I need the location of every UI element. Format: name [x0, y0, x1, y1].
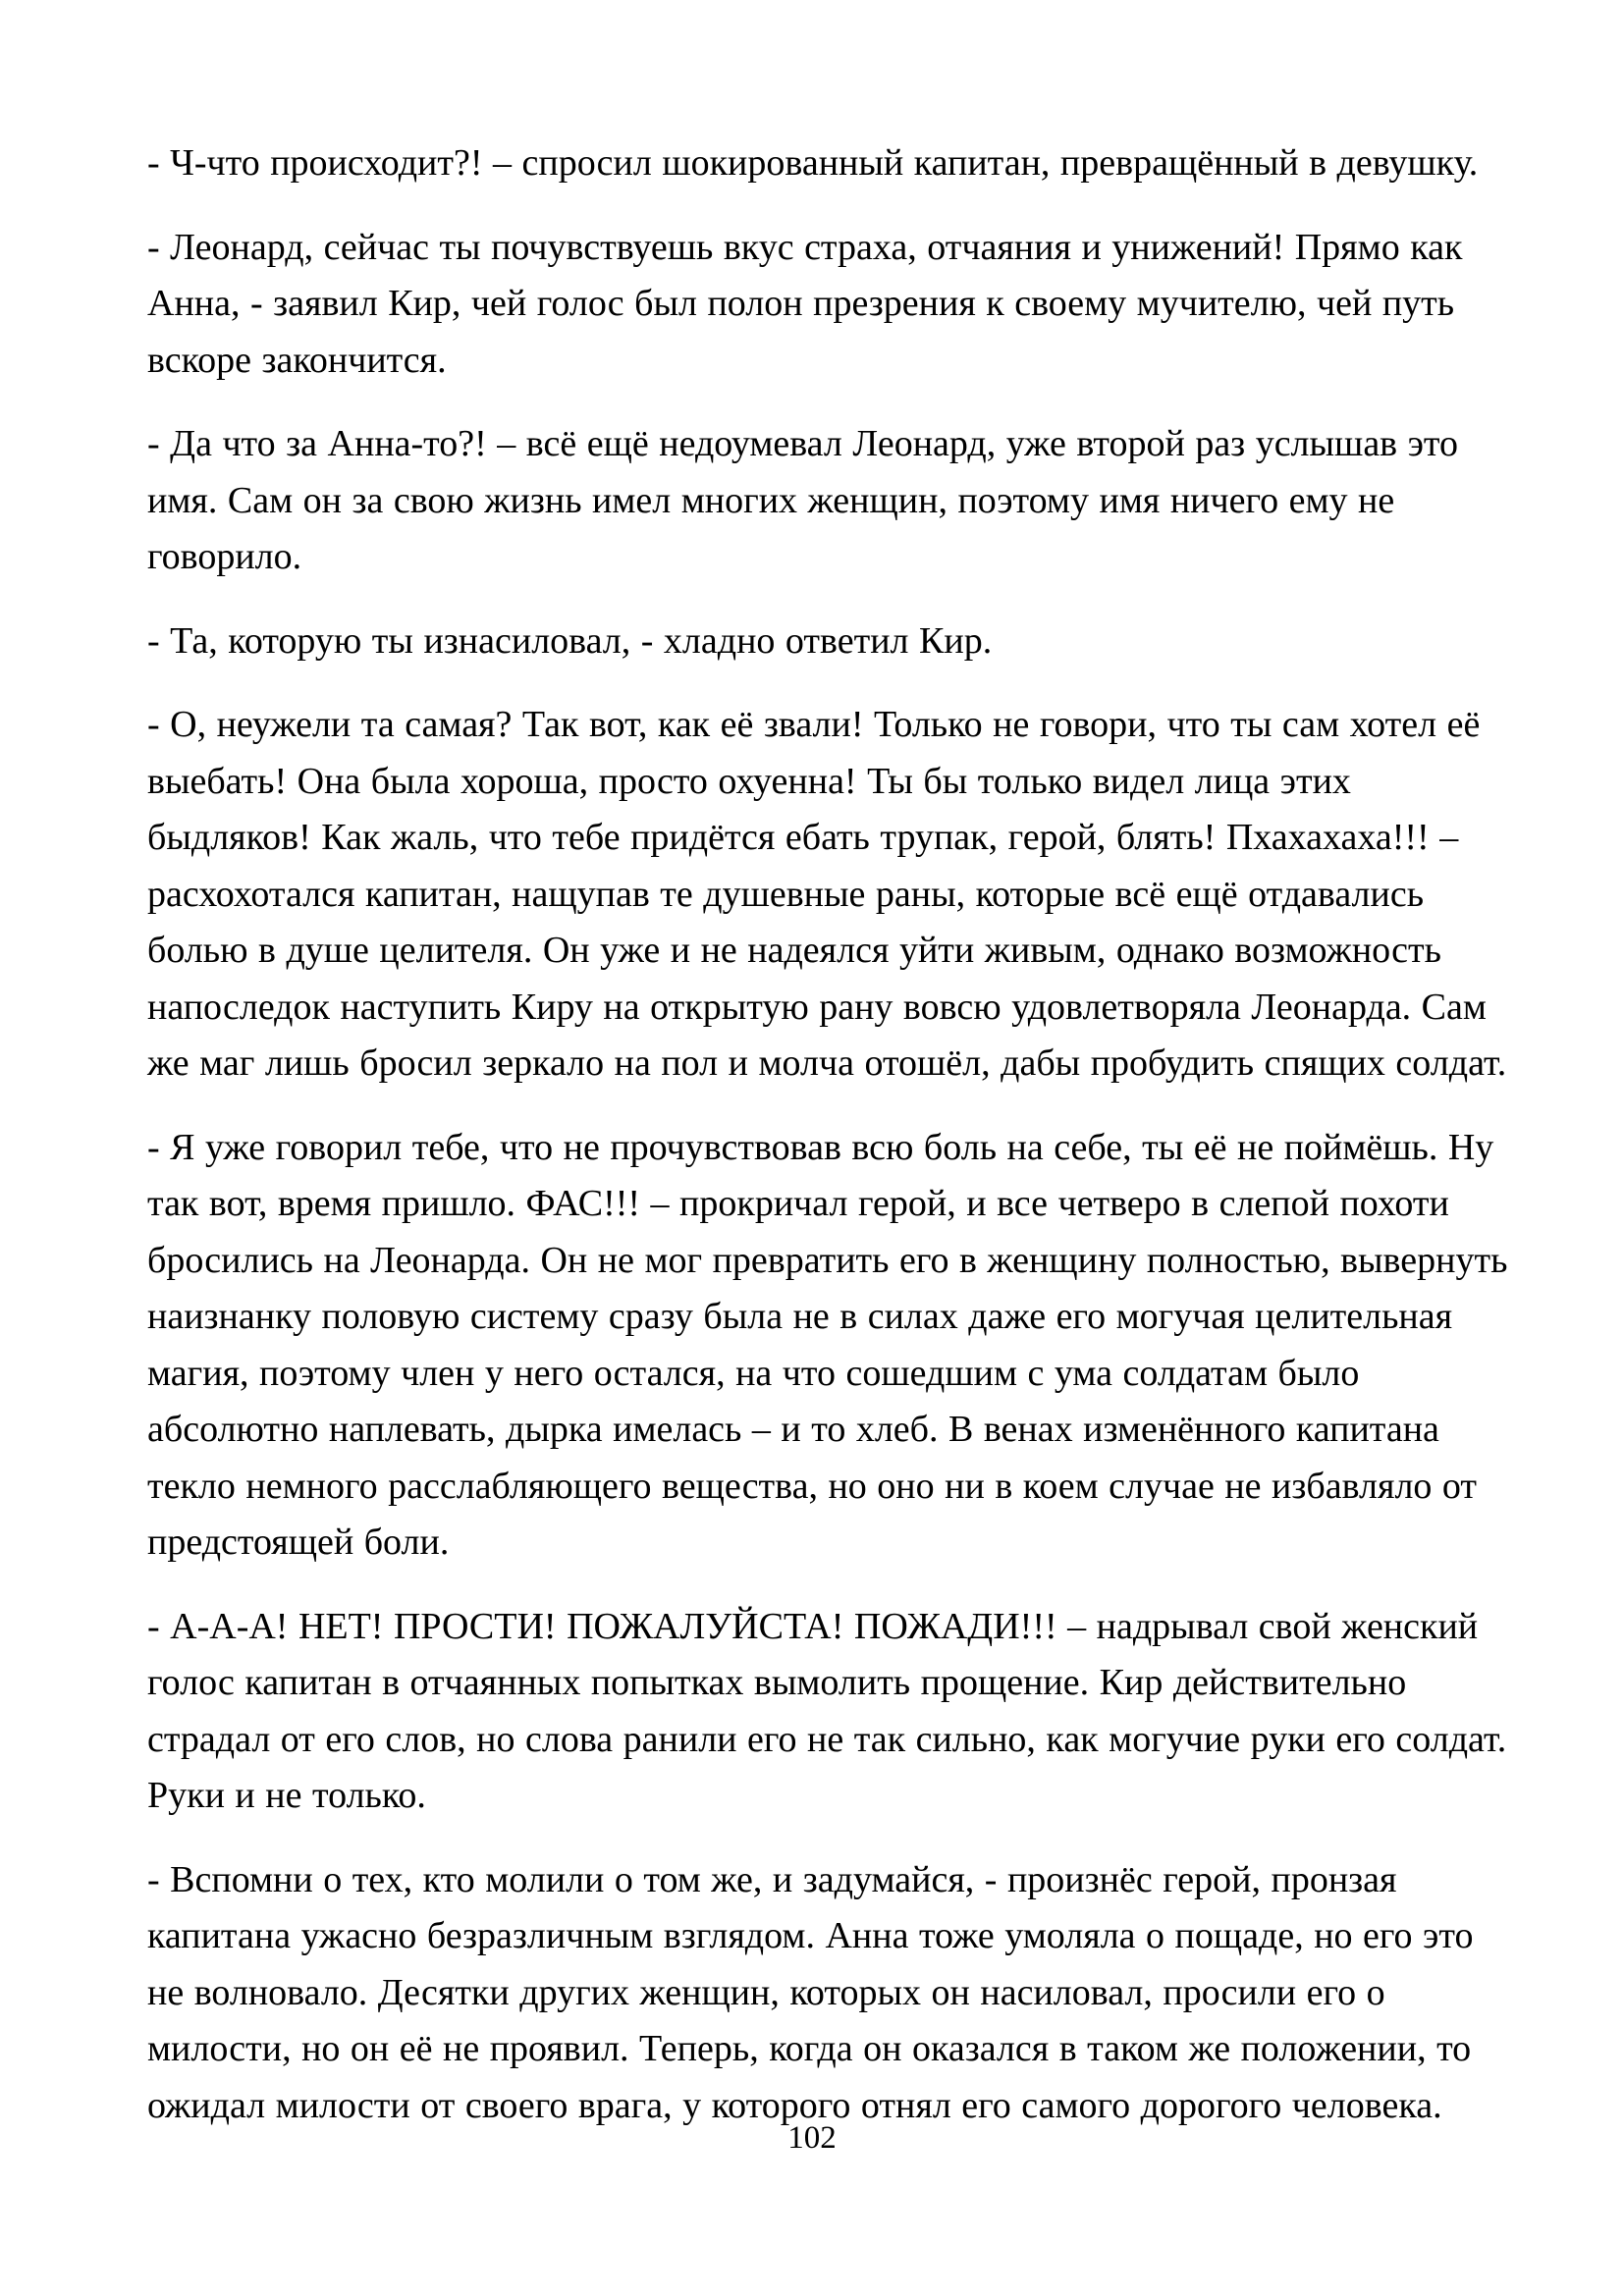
paragraph-2: - Леонард, сейчас ты почувствуешь вкус страха, отчаяния и унижений! Прямо как Анна, - заявил Кир, чей голос был полон презрения к своему мучителю, чей путь вскоре закончится. [147, 226, 1463, 381]
paragraph-6: - Я уже говорил тебе, что не прочувствовав всю боль на себе, ты её не поймёшь. Ну так вот, время пришло. ФАС!!! – прокричал герой, и все четверо в слепой похоти бросились на Леонарда. Он не мог превратить его в женщину полностью, вывернуть наизнанку половую систему сразу была не в силах даже его могучая целительная магия, поэтому член у него остался, на что сошедшим с ума солдатам было абсолютно наплевать, дырка имелась – и то хлеб. В венах изменённого капитана текло немного расслабляющего вещества, но оно ни в коем случае не избавляло от предстоящей боли. [147, 1126, 1508, 1563]
text-block [147, 135, 1512, 2162]
paragraph-1: - Ч-что происходит?! – спросил шокированный капитан, превращённый в девушку. [147, 142, 1479, 184]
paragraph-4: - Та, которую ты изнасиловал, - хладно ответил Кир. [147, 619, 993, 662]
paragraph-3: - Да что за Анна-то?! – всё ещё недоумевал Леонард, уже второй раз услышав это имя. Сам он за свою жизнь имел многих женщин, поэтому имя ничего ему не говорило. [147, 423, 1459, 577]
page-number: 102 [787, 2120, 837, 2156]
paragraph-7: - А-А-А! НЕТ! ПРОСТИ! ПОЖАЛУЙСТА! ПОЖАДИ!!! – надрывал свой женский голос капитан в отчаянных попытках вымолить прощение. Кир действительно страдал от его слов, но слова ранили его не так сильно, как могучие руки его солдат. Руки и не только. [147, 1605, 1507, 1816]
paragraph-5: - О, неужели та самая? Так вот, как её звали! Только не говори, что ты сам хотел её выебать! Она была хороша, просто охуенна! Ты бы только видел лица этих быдляков! Как жаль, что тебе придётся ебать трупак, герой, блять! Пхахахаха!!! – расхохотался капитан, нащупав те душевные раны, которые всё ещё отдавались болью в душе целителя. Он уже и не надеялся уйти живым, однако возможность напоследок наступить Киру на открытую рану вовсю удовлетворяла Леонарда. Сам же маг лишь бросил зеркало на пол и молча отошёл, дабы пробудить спящих солдат. [147, 704, 1507, 1084]
paragraph-8: - Вспомни о тех, кто молили о том же, и задумайся, - произнёс герой, пронзая капитана ужасно безразличным взглядом. Анна тоже умоляла о пощаде, но его это не волновало. Десятки других женщин, которых он насиловал, просили его о милости, но он её не проявил. Теперь, когда он оказался в таком же положении, то ожидал милости от своего врага, у которого отнял его самого дорогого человека. [147, 1858, 1474, 2126]
